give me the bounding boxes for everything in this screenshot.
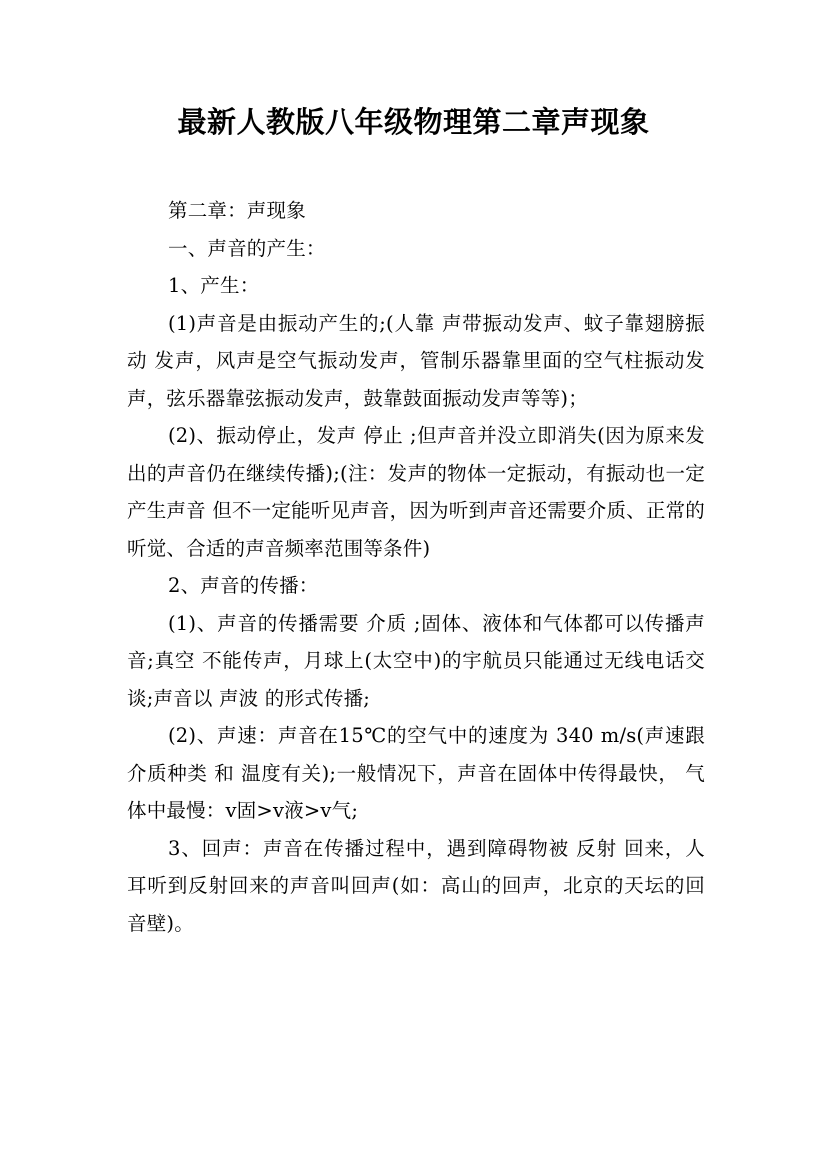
- paragraph-medium: (1)、声音的传播需要 介质 ;固体、液体和气体都可以传播声音;真空 不能传声，月球上(太空中)的宇航员只能通过无线电话交谈;声音以 声波 的形式传播;: [127, 611, 705, 710]
- paragraph-sound-speed: (2)、声速：声音在15℃的空气中的速度为 340 m/s(声速跟 介质种类 和 温度有关);一般情况下，声音在固体中传得最快， 气体中最慢：v固>v液>v气;: [127, 724, 705, 822]
- chapter-heading: 第二章：声现象: [168, 199, 306, 222]
- document-title: 最新人教版八年级物理第二章声现象: [177, 105, 650, 139]
- section-heading-sound-production: 一、声音的产生：: [168, 236, 326, 260]
- document-body: [127, 192, 705, 942]
- paragraph-echo: 3、回声：声音在传播过程中，遇到障碍物被 反射 回来，人耳听到反射回来的声音叫回声(如：高山的回声，北京的天坛的回音壁)。: [127, 836, 705, 935]
- subsection-heading-production: 1、产生：: [168, 274, 260, 297]
- paragraph-vibration-stop: (2)、振动停止，发声 停止 ;但声音并没立即消失(因为原来发出的声音仍在继续传播);(注：发声的物体一定振动，有振动也一定产生声音 但不一定能听见声音，因为听到声音还需要介质、正常的听觉、合适的声音频率范围等条件): [127, 424, 705, 560]
- paragraph-vibration: (1)声音是由振动产生的;(人靠 声带振动发声、蚊子靠翅膀振动 发声，风声是空气振动发声，管制乐器靠里面的空气柱振动发声，弦乐器靠弦振动发声，鼓靠鼓面振动发声等等)；: [127, 311, 705, 410]
- subsection-heading-propagation: 2、声音的传播：: [168, 574, 319, 597]
